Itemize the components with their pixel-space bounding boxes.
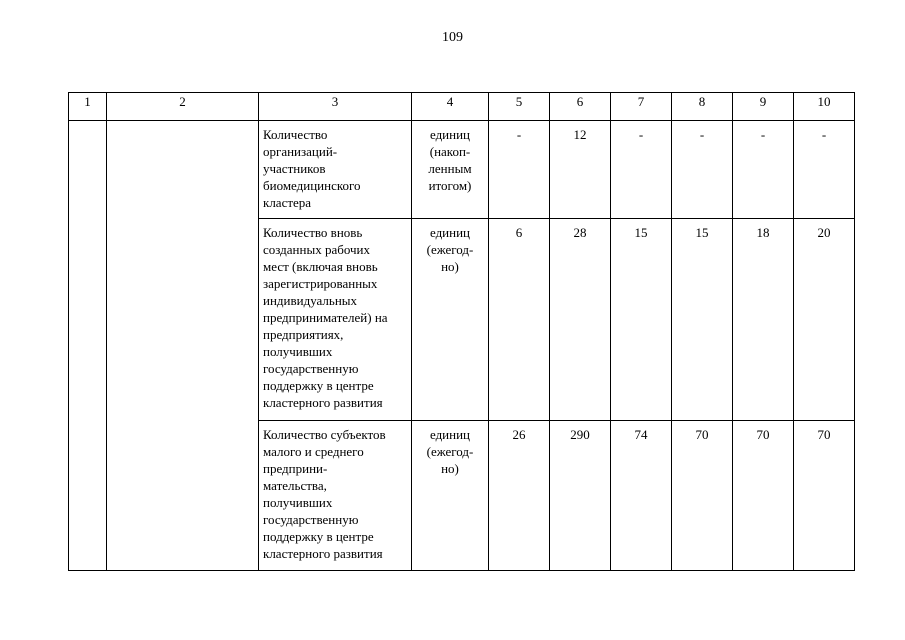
unit-cell: [412, 421, 489, 571]
indicator-line: получивших: [263, 344, 333, 359]
indicator-line: государственную: [263, 361, 359, 376]
indicator-line: индивидуальных: [263, 293, 358, 308]
indicator-line: мест (включая вновь: [263, 259, 378, 274]
column-header: 1: [69, 93, 107, 121]
indicator-line: поддержку в центре: [263, 378, 374, 393]
column-header: 4: [412, 93, 489, 121]
page-number: 109: [442, 30, 463, 45]
column-header: 3: [259, 93, 412, 121]
indicator-line: мательства,: [263, 478, 327, 493]
indicator-line: поддержку в центре: [263, 529, 374, 544]
value-cell: -: [489, 121, 550, 219]
unit-line: единиц: [429, 127, 471, 142]
indicator-cell: [259, 121, 412, 219]
column-header: 5: [489, 93, 550, 121]
column-header: 2: [107, 93, 259, 121]
value-cell: 74: [611, 421, 672, 571]
indicator-line: биомедицинского: [263, 178, 361, 193]
value-cell: -: [611, 121, 672, 219]
value-cell: 6: [489, 219, 550, 421]
indicator-line: организаций-: [263, 144, 338, 159]
unit-line: (накоп-: [429, 144, 471, 159]
indicator-line: кластерного развития: [263, 546, 383, 561]
indicator-line: Количество вновь: [263, 225, 363, 240]
indicator-line: государственную: [263, 512, 359, 527]
value-cell: -: [733, 121, 794, 219]
indicator-line: предприни-: [263, 461, 328, 476]
value-cell: 70: [672, 421, 733, 571]
indicator-line: предприятиях,: [263, 327, 344, 342]
unit-line: (ежегод-: [426, 444, 474, 459]
value-cell: 20: [794, 219, 855, 421]
unit-line: итогом): [428, 178, 472, 193]
program-cell: [107, 121, 259, 571]
column-header: 7: [611, 93, 672, 121]
value-cell: 15: [672, 219, 733, 421]
number-cell: [69, 121, 107, 571]
value-cell: -: [794, 121, 855, 219]
unit-line: ленным: [428, 161, 472, 176]
indicator-line: созданных рабочих: [263, 242, 370, 257]
value-cell: 15: [611, 219, 672, 421]
table-row: [69, 121, 855, 219]
value-cell: 12: [550, 121, 611, 219]
value-cell: 70: [794, 421, 855, 571]
indicator-cell: [259, 421, 412, 571]
indicator-line: зарегистрированных: [263, 276, 378, 291]
column-header: 10: [794, 93, 855, 121]
indicator-line: Количество: [263, 127, 328, 142]
indicator-line: Количество субъектов: [263, 427, 386, 442]
indicator-line: предпринимателей) на: [263, 310, 388, 325]
indicator-line: кластерного развития: [263, 395, 383, 410]
value-cell: 290: [550, 421, 611, 571]
value-cell: 26: [489, 421, 550, 571]
header-row: [69, 93, 855, 121]
unit-line: единиц: [429, 427, 471, 442]
indicator-line: кластера: [263, 195, 312, 210]
column-header: 9: [733, 93, 794, 121]
column-header: 8: [672, 93, 733, 121]
indicator-line: малого и среднего: [263, 444, 364, 459]
value-cell: 18: [733, 219, 794, 421]
indicator-line: участников: [263, 161, 326, 176]
unit-line: единиц: [429, 225, 471, 240]
value-cell: 70: [733, 421, 794, 571]
unit-line: (ежегод-: [426, 242, 474, 257]
unit-cell: [412, 121, 489, 219]
value-cell: -: [672, 121, 733, 219]
indicator-cell: [259, 219, 412, 421]
indicator-line: получивших: [263, 495, 333, 510]
unit-line: но): [441, 461, 459, 476]
unit-line: но): [441, 259, 459, 274]
indicator-table: [68, 92, 855, 571]
column-header: 6: [550, 93, 611, 121]
value-cell: 28: [550, 219, 611, 421]
unit-cell: [412, 219, 489, 421]
